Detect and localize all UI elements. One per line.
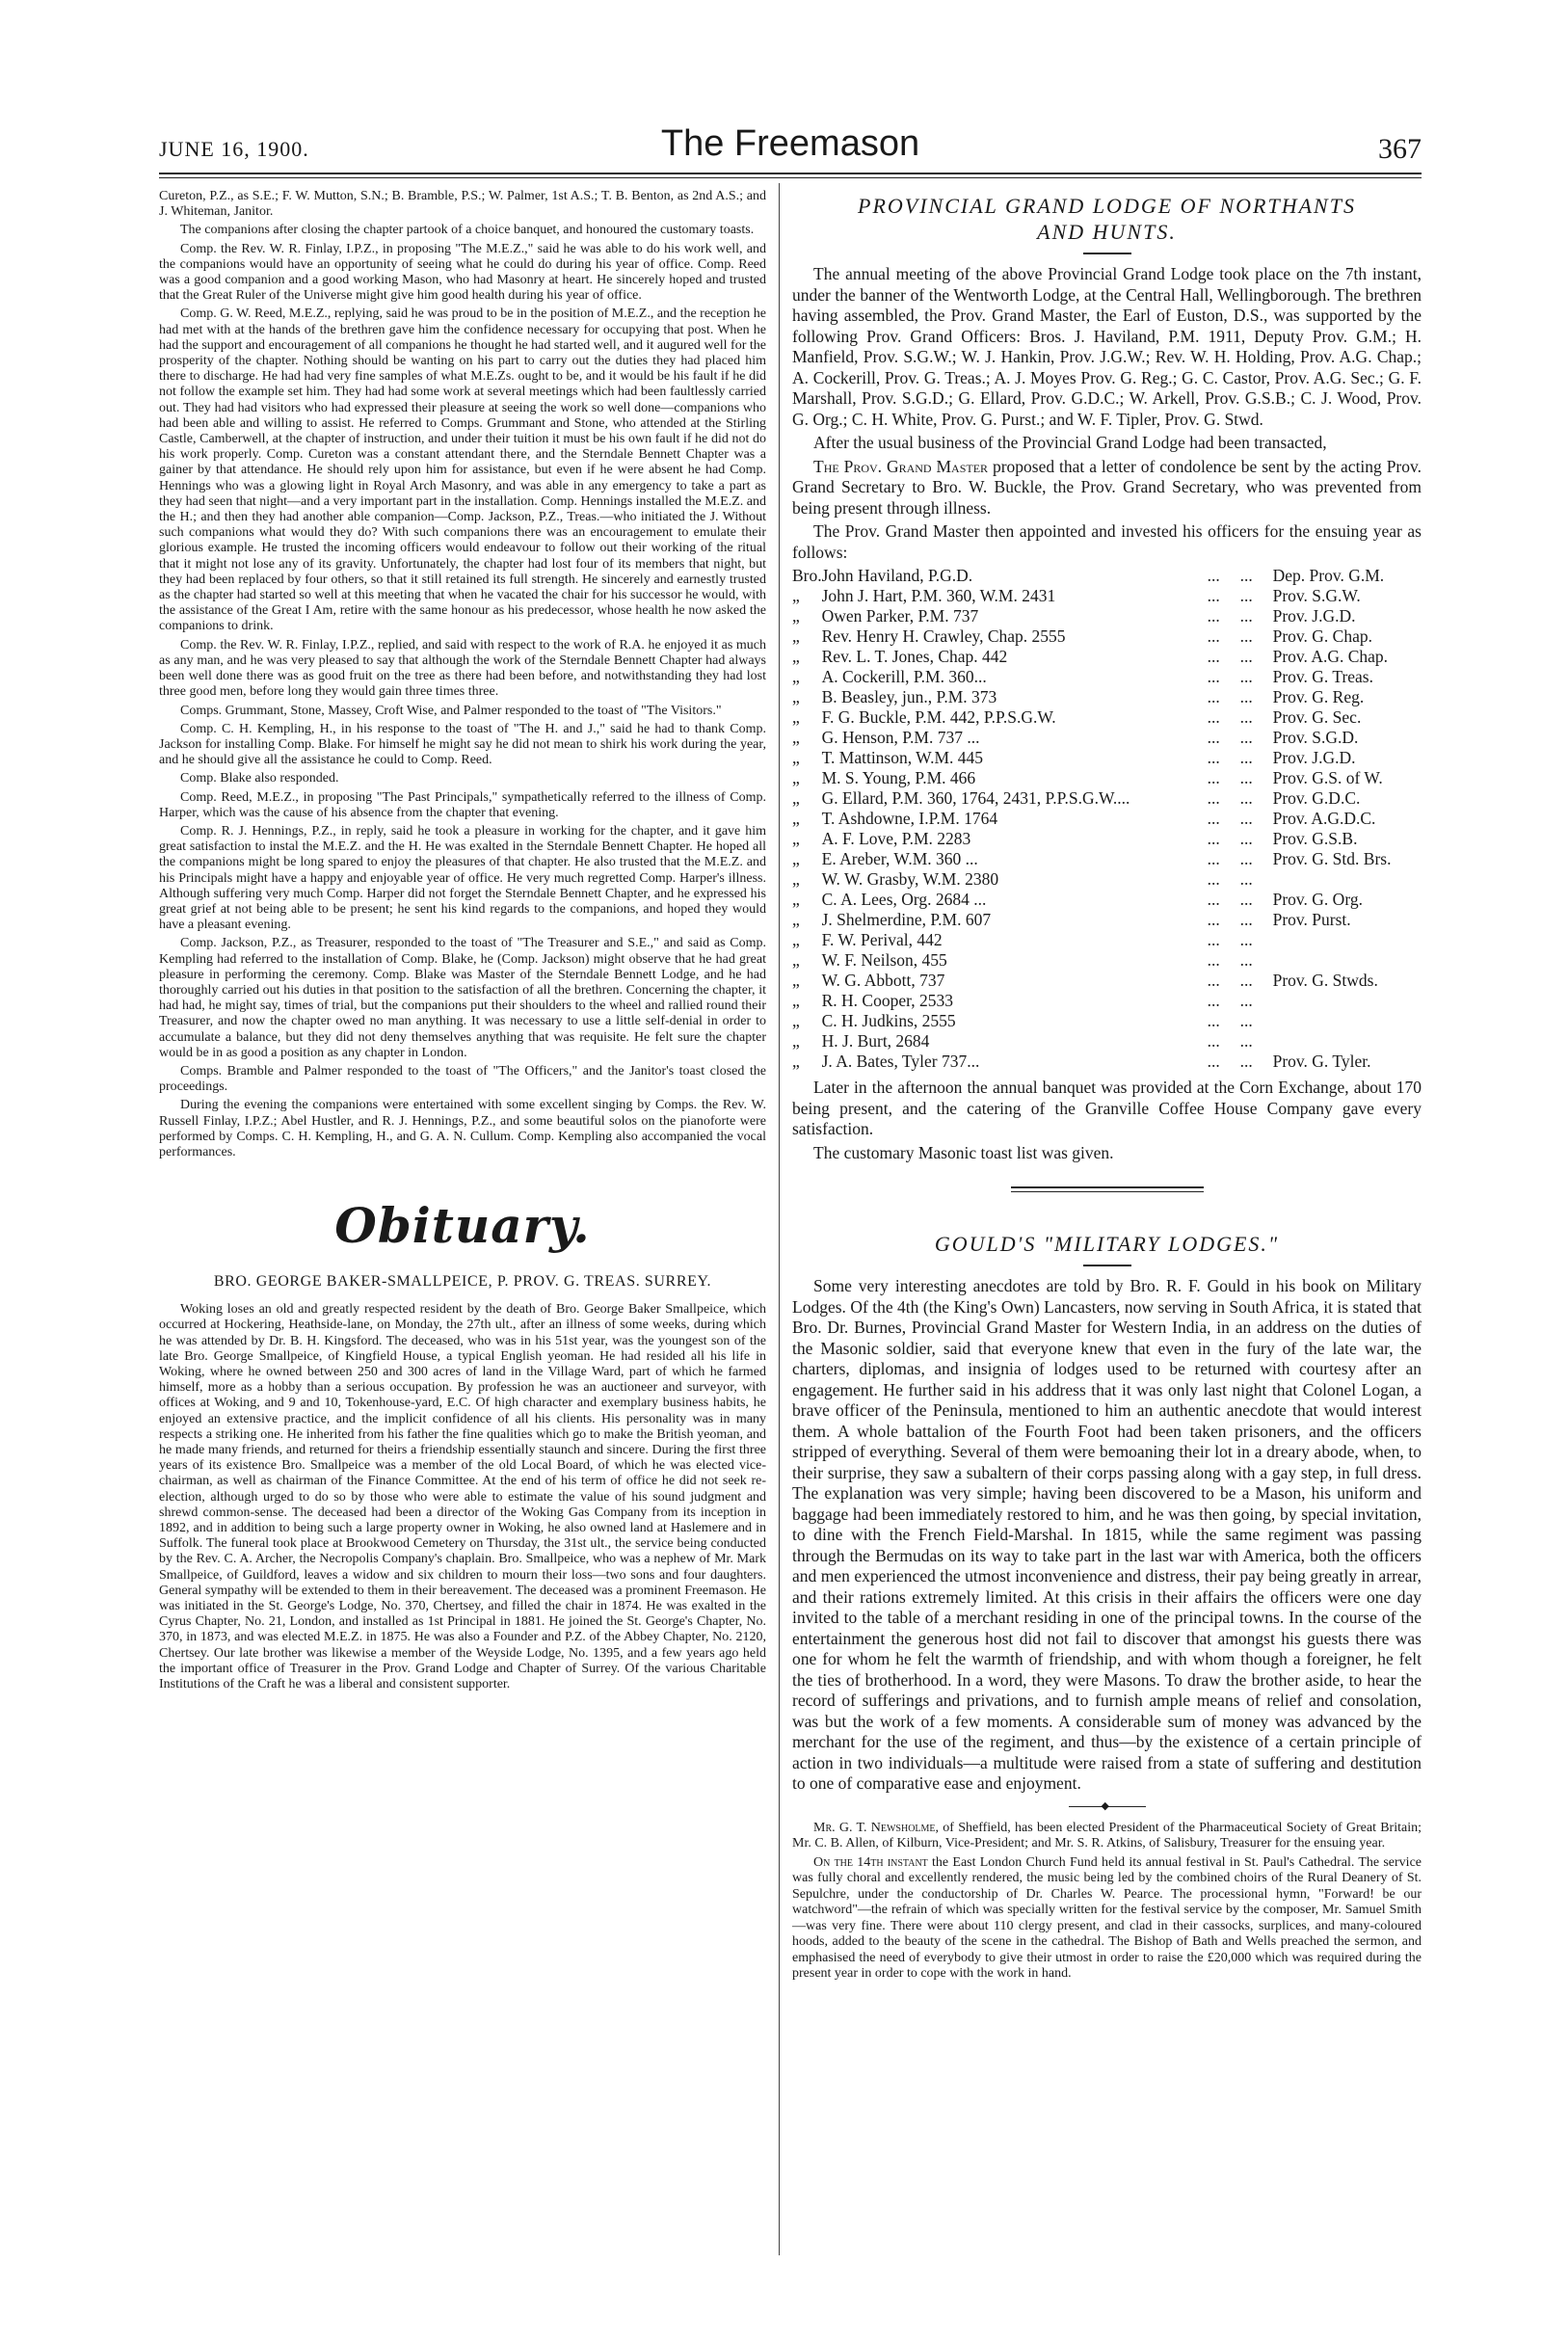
officer-office: Prov. J.G.D. xyxy=(1272,606,1356,626)
officer-prefix: „ xyxy=(792,1031,800,1051)
leader-dots: ... xyxy=(1239,869,1253,889)
officer-row xyxy=(792,809,1422,829)
leader-dots: ... xyxy=(1239,991,1253,1010)
officer-name: M. S. Young, P.M. 466 xyxy=(821,768,976,787)
leader-dots: ... xyxy=(1207,687,1220,706)
chapter-report-paragraph: Comp. R. J. Hennings, P.Z., in reply, said he took a pleasure in working for the chapter, and it gave him great satisfaction to instal the M.E.Z. and the H. He was exalted in the Sterndale Bennett Chapter. He hoped all the companions might be long spared to enjoy the pleasures of that chapter. He also trusted that the M.E.Z. and his Principals might have a happy and enjoyable year of office. He very much regretted Comp. Harper's illness. Although suffering very much Comp. Harper did not forget the Sterndale Bennett Chapter, and he expressed his great grief at not being able to be present; he sent his kind regards to the companions, and hoped they would have a pleasant evening. xyxy=(159,823,766,933)
officer-row xyxy=(792,1031,1422,1052)
officer-office xyxy=(1273,869,1422,890)
officer-prefix: „ xyxy=(792,788,800,808)
officer-row xyxy=(792,829,1422,849)
officer-office: Prov. S.G.D. xyxy=(1272,728,1359,747)
officer-prefix: „ xyxy=(792,950,800,970)
officer-name: T. Mattinson, W.M. 445 xyxy=(821,748,984,767)
leader-dots: ... xyxy=(1207,768,1220,787)
leader-dots: ... xyxy=(1239,829,1253,848)
officer-name: W. W. Grasby, W.M. 2380 xyxy=(821,869,999,889)
officer-office: Prov. G. Sec. xyxy=(1272,707,1362,727)
news-note-body: of Sheffield, has been elected President of the Pharmaceutical Society of Great Britain; Mr. C. B. Allen, of Kilburn, Vice-President; and Mr. S. R. Atkins, of Salisbury, Treasurer for the ensuing year. xyxy=(792,1820,1422,1851)
officer-row xyxy=(792,910,1422,930)
leader-dots: ... xyxy=(1239,1011,1253,1030)
officer-row xyxy=(792,566,1422,586)
leader-dots: ... xyxy=(1239,788,1253,808)
officer-name: A. Cockerill, P.M. 360... xyxy=(821,667,987,686)
leader-dots: ... xyxy=(1207,748,1220,767)
leader-dots: ... xyxy=(1207,647,1220,666)
officer-office: Prov. G. Std. Brs. xyxy=(1272,849,1392,868)
leader-dots: ... xyxy=(1207,728,1220,747)
officer-prefix: „ xyxy=(792,869,800,889)
chapter-report-paragraph: Comp. the Rev. W. R. Finlay, I.P.Z., replied, and said with respect to the work of R.A. he enjoyed it as much as any man, and he was very pleased to say that although the work of the Sterndale Bennett Chapter had always been well done there was as good fruit on the tree as there had been before, and notwithstanding they had lost three good men, before long they would gain three times three. xyxy=(159,637,766,700)
chapter-report-paragraph: Comps. Grummant, Stone, Massey, Croft Wise, and Palmer responded to the toast of "The Visitors." xyxy=(180,703,722,718)
officer-prefix: „ xyxy=(792,586,800,605)
leader-dots: ... xyxy=(1207,586,1220,605)
leader-dots: ... xyxy=(1239,647,1253,666)
leader-dots: ... xyxy=(1239,1031,1253,1051)
officer-prefix: „ xyxy=(792,1011,800,1030)
officer-row xyxy=(792,586,1422,606)
officer-row xyxy=(792,991,1422,1011)
officer-name: T. Ashdowne, I.P.M. 1764 xyxy=(821,809,998,828)
pgl-heading-line-2: AND HUNTS. xyxy=(1037,220,1177,244)
pgl-paragraph: The customary Masonic toast list was given. xyxy=(813,1142,1114,1162)
chapter-report-paragraph: Comp. C. H. Kempling, H., in his response to the toast of "The H. and J.," said he had to thank Comp. Jackson for installing Comp. Blake. For himself he might say he did not mean to shirk his work during the year, and he should give all the assistance he could to Comp. Reed. xyxy=(159,721,766,768)
issue-date: JUNE 16, 1900. xyxy=(159,137,309,161)
officer-office: Prov. J.G.D. xyxy=(1272,748,1356,767)
officer-name: C. H. Judkins, 2555 xyxy=(821,1011,956,1030)
officer-name: J. Shelmerdine, P.M. 607 xyxy=(821,910,992,929)
leader-dots: ... xyxy=(1207,1031,1220,1051)
officers-table xyxy=(792,566,1422,1072)
pgl-paragraph: The annual meeting of the above Provincial Grand Lodge took place on the 7th instant, under the banner of the Wentworth Lodge, at the Central Hall, Wellingborough. The brethren having assembled, the Prov. Grand Master, the Earl of Euston, D.S., was supported by the following Prov. Grand Officers: Bros. J. Haviland, P.M. 1911, Deputy Prov. G.M.; H. Manfield, Prov. S.G.W.; W. J. Hankin, Prov. J.G.W.; Rev. W. H. Holding, Prov. A.G. Chap.; A. Cockerill, Prov. G. Treas.; A. J. Moyes Prov. G. Reg.; G. C. Castor, Prov. A.G. Sec.; G. F. Marshall, Prov. S.G.D.; G. Ellard, Prov. G.D.C.; W. Arkell, Prov. G.S.B.; C. J. Wood, Prov. G. Org.; C. H. White, Prov. G. Purst.; and W. F. Tipler, Prov. G. Stwd. xyxy=(792,264,1422,429)
officer-office: Prov. A.G.D.C. xyxy=(1272,809,1376,828)
officer-office: Prov. G.D.C. xyxy=(1272,788,1361,808)
officer-prefix: „ xyxy=(792,647,800,666)
officer-prefix: „ xyxy=(792,910,800,929)
leader-dots: ... xyxy=(1239,930,1253,949)
leader-dots: ... xyxy=(1207,566,1220,585)
officer-name: John J. Hart, P.M. 360, W.M. 2431 xyxy=(821,586,1056,605)
officer-prefix: Bro. xyxy=(792,566,822,585)
officer-prefix: „ xyxy=(792,667,800,686)
masthead xyxy=(159,123,1422,172)
officer-name: J. A. Bates, Tyler 737... xyxy=(821,1052,980,1071)
officer-row xyxy=(792,748,1422,768)
officer-name: G. Henson, P.M. 737 ... xyxy=(821,728,980,747)
officer-name: H. J. Burt, 2684 xyxy=(821,1031,930,1051)
officer-row xyxy=(792,971,1422,991)
news-note-lead: On the 14th instant xyxy=(813,1854,928,1870)
officer-name: R. H. Cooper, 2533 xyxy=(821,991,954,1010)
ornament-rule xyxy=(1069,1799,1146,1812)
officer-prefix: „ xyxy=(792,930,800,949)
officer-row xyxy=(792,788,1422,809)
leader-dots: ... xyxy=(1239,849,1253,868)
officer-prefix: „ xyxy=(792,829,800,848)
officer-office xyxy=(1273,950,1422,971)
leader-dots: ... xyxy=(1207,930,1220,949)
leader-dots: ... xyxy=(1207,971,1220,990)
chapter-report-paragraph: Comp. Reed, M.E.Z., in proposing "The Past Principals," sympathetically referred to the illness of Comp. Harper, which was the cause of his absence from the chapter that evening. xyxy=(159,789,766,820)
pgl-paragraph: The Prov. Grand Master then appointed and invested his officers for the ensuing year as follows: xyxy=(792,521,1422,562)
leader-dots: ... xyxy=(1207,1011,1220,1030)
officer-prefix: „ xyxy=(792,1052,800,1071)
leader-dots: ... xyxy=(1239,890,1253,909)
leader-dots: ... xyxy=(1207,1052,1220,1071)
officer-row xyxy=(792,707,1422,728)
masthead-rule-thin xyxy=(159,177,1422,178)
officer-prefix: „ xyxy=(792,971,800,990)
leader-dots: ... xyxy=(1239,1052,1253,1071)
officer-office xyxy=(1273,991,1422,1011)
leader-dots: ... xyxy=(1239,768,1253,787)
officer-office xyxy=(1273,1011,1422,1031)
officer-office: Prov. G. Chap. xyxy=(1272,626,1373,646)
officer-office: Dep. Prov. G.M. xyxy=(1272,566,1385,585)
page-number: 367 xyxy=(1378,133,1422,165)
chapter-report-paragraph: Comps. Bramble and Palmer responded to the toast of "The Officers," and the Janitor's toast closed the proceedings. xyxy=(159,1063,766,1095)
officer-prefix: „ xyxy=(792,768,800,787)
leader-dots: ... xyxy=(1207,950,1220,970)
section-rule xyxy=(1083,1265,1131,1266)
leader-dots: ... xyxy=(1207,849,1220,868)
leader-dots: ... xyxy=(1239,748,1253,767)
officer-prefix: „ xyxy=(792,849,800,868)
officer-office: Prov. G. Org. xyxy=(1272,890,1363,909)
officer-name: G. Ellard, P.M. 360, 1764, 2431, P.P.S.G.W.... xyxy=(821,788,1130,808)
obituary-paragraph: Woking loses an old and greatly respected resident by the death of Bro. George Baker Smallpeice, which occurred at Hockering, Heathside-lane, on Monday, the 27th ult., after an illness of some weeks, during which he was attended by Dr. B. H. Kingsford. The deceased, who was in his 51st year, was the youngest son of the late Bro. George Smallpeice, of Kingfield House, a typical English yeoman. He had resided all his life in Woking, where he owned between 250 and 300 acres of land in the Village Ward, part of which he farmed himself, more as a hobby than a serious occupation. By profession he was an auctioneer and surveyor, with offices at Woking, and 9 and 10, Tokenhouse-yard, E.C. Of high character and exemplary business habits, he enjoyed an extensive practice, and the implicit confidence of all his clients. His personality was in many respects a striking one. He inherited from his father the fine qualities which go to make the British yeoman, and he made many friends, and returned for theirs a friendship essentially staunch and sincere. During the first three years of its existence Bro. Smallpeice was a member of the old Local Board, of which he was elected vice-chairman, as well as chairman of the Finance Committee. At the end of his term of office he did not seek re-election, although urged to do so by those who were able to estimate the value of his sound judgment and shrewd common-sense. The deceased had been a director of the Woking Gas Company from its inception in 1892, and in addition to being such a large property owner in Woking, he also owned land at Haslemere and in Suffolk. The funeral took place at Brookwood Cemetery on Thursday, the 31st ult., the service being conducted by the Rev. C. A. Archer, the Necropolis Company's chaplain. Bro. Smallpeice, who was a nephew of Mr. Mark Smallpeice, of Guildford, leaves a widow and six children to mourn their loss—two sons and four daughters. General sympathy will be extended to them in their bereavement. The deceased was a prominent Freemason. He was initiated in the St. George's Lodge, No. 370, Chertsey, and filled the chair in 1874. He was exalted in the Cyrus Chapter, No. 21, London, and installed as 1st Principal in 1881. He joined the St. George's Chapter, No. 370, in 1873, and was elected M.E.Z. in 1875. He was also a Founder and P.Z. of the Abbey Chapter, No. 2120, Chertsey. Our late brother was likewise a member of the Weyside Lodge, No. 1395, and a few years ago held the important office of Treasurer in the Prov. Grand Lodge and Chapter of Surrey. Of the various Charitable Institutions of the Craft he was a liberal and consistent supporter. xyxy=(159,1302,766,1692)
officer-prefix: „ xyxy=(792,728,800,747)
officer-row xyxy=(792,869,1422,890)
right-column xyxy=(792,189,1422,1985)
gould-heading: GOULD'S "MILITARY LODGES." xyxy=(934,1232,1280,1256)
obituary-heading: Obituary. xyxy=(334,1197,591,1255)
officer-office: Prov. G. Reg. xyxy=(1272,687,1365,706)
news-note xyxy=(792,1855,1422,1983)
leader-dots: ... xyxy=(1207,991,1220,1010)
officer-name: C. A. Lees, Org. 2684 ... xyxy=(821,890,987,909)
news-note-body: the East London Church Fund held its annual festival in St. Paul's Cathedral. The service was fully choral and excellently rendered, the music being led by the combined choirs of the Rural Deanery of St. Sepulchre, under the conductorship of Dr. Charles W. Pearce. The processional hymn, "Forward! be our watchword"—the refrain of which was specially written for the festival service by the composer, Mr. Samuel Smith—was very fine. There were about 110 clergy present, and clad in their cassocks, surplices, and many-coloured hoods, added to the beauty of the scene in the cathedral. The Bishop of Bath and Wells preached the sermon, and emphasised the need of everybody to give their utmost in order to raise the £20,000 which was required during the present year in order to cope with the work in hand. xyxy=(792,1854,1422,1981)
officer-row xyxy=(792,768,1422,788)
leader-dots: ... xyxy=(1207,667,1220,686)
officer-row xyxy=(792,890,1422,910)
officer-row xyxy=(792,1011,1422,1031)
chapter-report-paragraph: Comp. G. W. Reed, M.E.Z., replying, said he was proud to be in the position of M.E.Z., and the reception he had met with at the hands of the brethren gave him the confidence necessary for occupying that post. When he had the support and encouragement of all companions he thought he had started well, and it augured well for the prosperity of the chapter. Nothing should be wanting on his part to carry out the duties they had placed him there to discharge. He had had very fine samples of what M.E.Zs. ought to be, and it would be his fault if he did not follow the example set him. They had had some work at several meetings which had been faultlessly carried out. They had had visitors who had expressed their pleasure at seeing the work so well done—companions who had been able and willing to assist. He referred to Comps. Grummant and Stone, who attended at the Stirling Castle, Camberwell, at the chapter of instruction, and under their tuition it must be his own fault if he did not do his work properly. Comp. Cureton was a constant attendant there, and the Sterndale Bennett Chapter was a gainer by that attendance. He should rely upon him for assistance, but even if he were absent he had Comp. Hennings who was a glowing light in Royal Arch Masonry, and was able in any emergency to take a part as they had seen that night—and a very important part in the installation. Comp. Hennings installed the M.E.Z. and the H.; and then they had another able companion—Comp. Jackson, P.Z., Treas.—who initiated the J. Without such companions what would they do? With such companions there was an encouragement to emulate their glorious example. He trusted the incoming officers would endeavour to follow out their working of the ritual that it might not lose any of its gravity. Unfortunately, the chapter had lost four of its members that night, but they had been replaced by four others, so that it still retained its full strength. He sincerely and earnestly trusted as the chapter had started so well at this meeting that when he vacated the chair for his successor he would, with the assistance of the Great I Am, retire with the same honour as his predecessor, whose health he now asked the companions to drink. xyxy=(159,306,766,634)
officer-office: Prov. Purst. xyxy=(1272,910,1351,929)
masthead-rule xyxy=(159,173,1422,174)
officer-office: Prov. G.S.B. xyxy=(1272,829,1358,848)
left-column xyxy=(159,189,766,1695)
chapter-report-paragraph: During the evening the companions were entertained with some excellent singing by Comps. the Rev. W. Russell Finlay, I.P.Z.; Abel Hustler, and R. J. Hennings, P.Z., and some beautiful solos on the pianoforte were performed by Comps. C. H. Kempling, H., and G. A. N. Cullum. Comp. Kempling also accompanied the vocal performances. xyxy=(159,1098,766,1159)
officer-row xyxy=(792,647,1422,667)
section-separator xyxy=(1011,1186,1204,1192)
pgl-paragraph xyxy=(792,457,1422,519)
leader-dots: ... xyxy=(1239,606,1253,626)
officer-prefix: „ xyxy=(792,707,800,727)
pgl-paragraph-lead: The Prov. Grand Master xyxy=(813,456,989,476)
officer-name: E. Areber, W.M. 360 ... xyxy=(821,849,978,868)
officer-office xyxy=(1273,930,1422,950)
officer-prefix: „ xyxy=(792,748,800,767)
officer-office: Prov. G. Treas. xyxy=(1272,667,1373,686)
officer-office: Prov. G.S. of W. xyxy=(1272,768,1383,787)
leader-dots: ... xyxy=(1239,728,1253,747)
leader-dots: ... xyxy=(1207,707,1220,727)
officer-prefix: „ xyxy=(792,809,800,828)
pgl-paragraph: Later in the afternoon the annual banquet was provided at the Corn Exchange, about 170 being present, and the catering of the Granville Coffee House Company gave every satisfaction. xyxy=(792,1078,1422,1138)
officer-name: Owen Parker, P.M. 737 xyxy=(821,606,979,626)
leader-dots: ... xyxy=(1207,606,1220,626)
chapter-report-paragraph: The companions after closing the chapter partook of a choice banquet, and honoured the customary toasts. xyxy=(180,223,755,238)
leader-dots: ... xyxy=(1207,829,1220,848)
leader-dots: ... xyxy=(1207,626,1220,646)
leader-dots: ... xyxy=(1239,971,1253,990)
officer-prefix: „ xyxy=(792,687,800,706)
news-notes xyxy=(792,1821,1422,1983)
column-divider xyxy=(779,183,780,2255)
pgl-heading-line-1: PROVINCIAL GRAND LODGE OF NORTHANTS xyxy=(858,194,1356,218)
officer-office xyxy=(1273,1031,1422,1052)
officer-row xyxy=(792,626,1422,647)
officer-row xyxy=(792,728,1422,748)
leader-dots: ... xyxy=(1239,910,1253,929)
news-note xyxy=(792,1821,1422,1852)
leader-dots: ... xyxy=(1239,566,1253,585)
officer-office: Prov. G. Stwds. xyxy=(1272,971,1378,990)
officer-office: Prov. A.G. Chap. xyxy=(1272,647,1389,666)
chapter-report-paragraph: Cureton, P.Z., as S.E.; F. W. Mutton, S.N.; B. Bramble, P.S.; W. Palmer, 1st A.S.; T. B. Benton, as 2nd A.S.; and J. Whiteman, Janitor. xyxy=(159,189,766,220)
gould-paragraph: Some very interesting anecdotes are told by Bro. R. F. Gould in his book on Military Lodges. Of the 4th (the King's Own) Lancasters, now serving in South Africa, it is stated that Bro. Dr. Burnes, Provincial Grand Master for Western India, in an address on the duties of the Masonic soldier, said that everyone knew that even in the fury of the late war, the charters, diplomas, and insignia of lodges used to be returned with courtesy after an engagement. He further said in his address that it was only last night that Colonel Logan, a brave officer of the Peninsula, mentioned to him an authentic anecdote that would interest them. A whole battalion of the Fourth Foot had been taken prisoners, and the officers stripped of everything. Several of them were bemoaning their lot in a dreary abode, when, to their surprise, they saw a subaltern of their corps passing along with a gay step, in full dress. The explanation was very simple; having been discovered to be a Mason, his uniform and baggage had been immediately restored to him, and he was then going, by special invitation, to dine with the French Field-Marshal. In 1815, while the same regiment was passing through the Bermudas on its way to take part in the last war with America, both the officers and men experienced the utmost inconvenience and distress, their pay being greatly in arrear, and their rations extremely limited. At this crisis in their affairs the officers were one day invited to the table of a merchant residing in one of the principal towns. In the course of the entertainment the generous host did not fail to discover that amongst his guests there was one for whom he felt the warmth of friendship, and with whom though a foreigner, he felt the ties of brotherhood. In a word, they were Masons. To draw the brother aside, to hear the record of sufferings and privations, and to furnish ample means of relief and consolation, was but the work of a few moments. A considerable sum of money was advanced by the merchant for the use of the regiment, and thus—by the existence of a certain principle of action in two individuals—a multitude were raised from a state of suffering and destitution to one of comparative ease and enjoyment. xyxy=(792,1276,1422,1793)
leader-dots: ... xyxy=(1207,869,1220,889)
leader-dots: ... xyxy=(1239,687,1253,706)
leader-dots: ... xyxy=(1239,950,1253,970)
officer-row xyxy=(792,606,1422,626)
news-note-lead: Mr. G. T. Newsholme, xyxy=(813,1820,940,1835)
officer-name: John Haviland, P.G.D. xyxy=(821,566,973,585)
officer-name: W. F. Neilson, 455 xyxy=(821,950,947,970)
leader-dots: ... xyxy=(1239,626,1253,646)
officer-name: W. G. Abbott, 737 xyxy=(821,971,945,990)
chapter-report-paragraph: Comp. the Rev. W. R. Finlay, I.P.Z., in proposing "The M.E.Z.," said he was able to do his work well, and the companions would have an opportunity of seeing what he could do during his year of office. Comp. Reed was a good companion and a good working Mason, who had Masonry at heart. He sincerely hoped and trusted that the Great Ruler of the Universe might give him good health during his year of office. xyxy=(159,241,766,304)
chapter-report-paragraph: Comp. Blake also responded. xyxy=(180,771,339,786)
officer-name: F. G. Buckle, P.M. 442, P.P.S.G.W. xyxy=(821,707,1056,727)
officer-name: Rev. Henry H. Crawley, Chap. 2555 xyxy=(821,626,1066,646)
officer-name: Rev. L. T. Jones, Chap. 442 xyxy=(821,647,1008,666)
officer-row xyxy=(792,950,1422,971)
officer-row xyxy=(792,1052,1422,1072)
leader-dots: ... xyxy=(1239,667,1253,686)
publication-title: The Freemason xyxy=(660,123,920,164)
leader-dots: ... xyxy=(1207,910,1220,929)
pgl-paragraph: After the usual business of the Provincial Grand Lodge had been transacted, xyxy=(813,433,1327,452)
officer-name: B. Beasley, jun., P.M. 373 xyxy=(821,687,997,706)
leader-dots: ... xyxy=(1207,809,1220,828)
officer-name: A. F. Love, P.M. 2283 xyxy=(821,829,971,848)
officer-row xyxy=(792,930,1422,950)
leader-dots: ... xyxy=(1207,890,1220,909)
officer-name: F. W. Perival, 442 xyxy=(821,930,943,949)
leader-dots: ... xyxy=(1239,809,1253,828)
pgl-paragraph-body: proposed that a letter of condolence be sent by the acting Prov. Grand Secretary to Bro. W. Buckle, the Prov. Grand Secretary, who was prevented from being present through illness. xyxy=(792,456,1422,518)
leader-dots: ... xyxy=(1239,586,1253,605)
officers-table-body xyxy=(792,566,1422,1072)
pgl-heading xyxy=(792,193,1422,245)
leader-dots: ... xyxy=(1207,788,1220,808)
section-rule xyxy=(1083,253,1131,254)
diamond-ornament-icon: ◆ xyxy=(1101,1799,1109,1812)
officer-office: Prov. S.G.W. xyxy=(1272,586,1361,605)
officer-row xyxy=(792,667,1422,687)
officer-prefix: „ xyxy=(792,890,800,909)
obituary-subheading: BRO. GEORGE BAKER-SMALLPEICE, P. PROV. G. TREAS. SURREY. xyxy=(213,1273,712,1291)
officer-office: Prov. G. Tyler. xyxy=(1272,1052,1371,1071)
officer-prefix: „ xyxy=(792,606,800,626)
chapter-report-paragraph: Comp. Jackson, P.Z., as Treasurer, responded to the toast of "The Treasurer and S.E.," and said as Comp. Kempling had referred to the installation of Comp. Blake, he (Comp. Jackson) might observe that he had great pleasure in performing the ceremony. Comp. Blake was Master of the Sterndale Bennett Lodge, and he had thoroughly carried out his duties in that position to the satisfaction of all the brethren. Concerning the chapter, it had had, he might say, times of trial, but the companions put their shoulders to the wheel and rallied round their Treasurer, and now the chapter owed no man anything. It was necessary to use a little self-denial in order to accumulate a balance, but they did not deny themselves anything that was requisite. He felt sure the chapter would be in as good a position as any chapter in London. xyxy=(159,936,766,1060)
officer-prefix: „ xyxy=(792,626,800,646)
officer-row xyxy=(792,687,1422,707)
officer-row xyxy=(792,849,1422,869)
leader-dots: ... xyxy=(1239,707,1253,727)
officer-prefix: „ xyxy=(792,991,800,1010)
